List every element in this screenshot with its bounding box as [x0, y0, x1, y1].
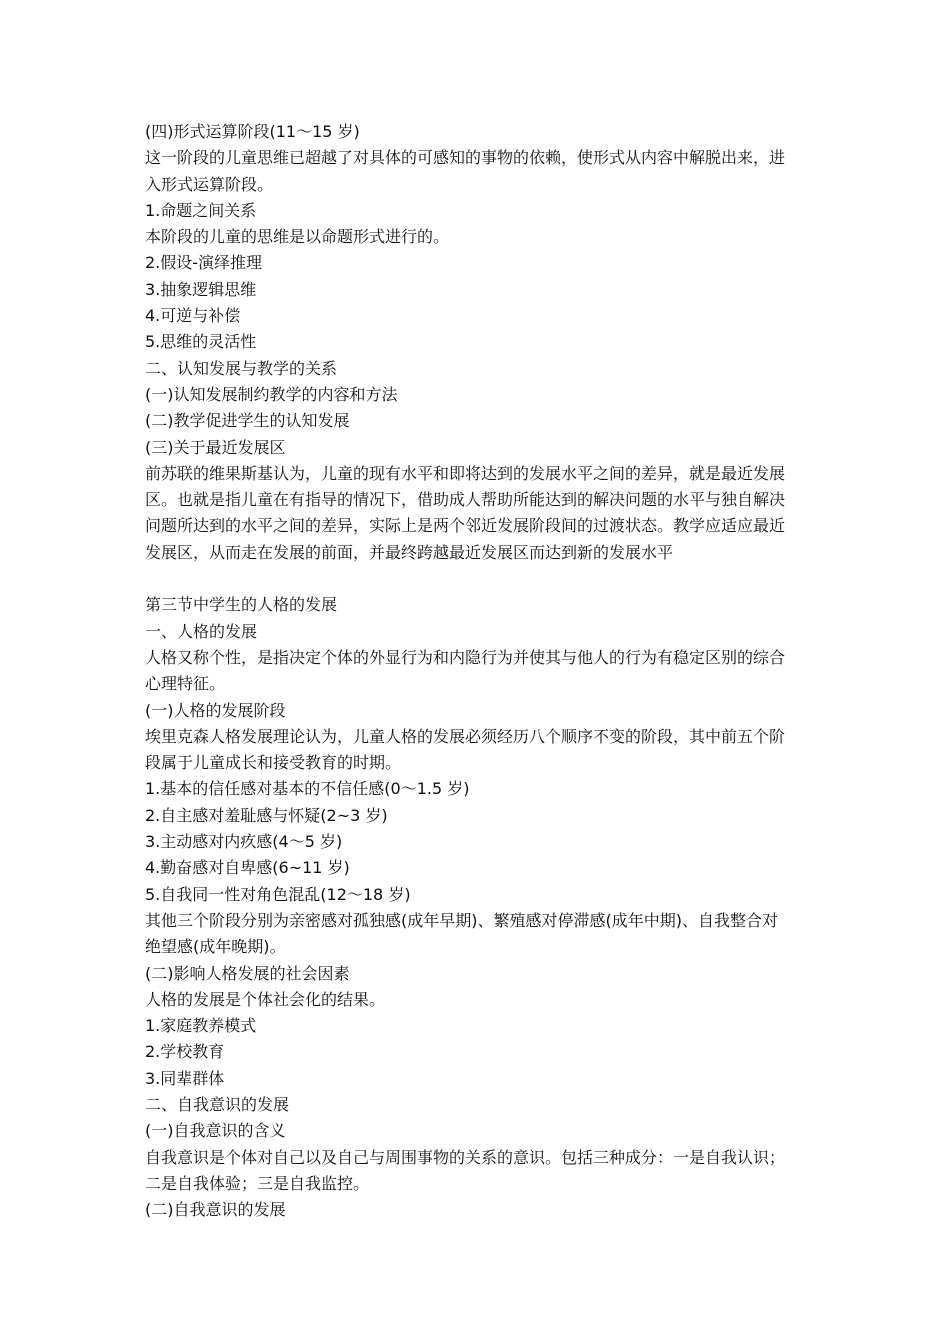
subsection-heading: (三)关于最近发展区: [145, 437, 286, 457]
list-item: 2.假设-演绎推理: [145, 253, 263, 273]
list-item: 4.勤奋感对自卑感(6~11 岁): [145, 858, 350, 878]
list-item: 1.家庭教养模式: [145, 1016, 257, 1036]
section-heading: 二、自我意识的发展: [145, 1094, 290, 1114]
paragraph-line: 段属于儿童成长和接受教育的时期。: [145, 753, 402, 773]
document-body: [145, 119, 811, 1223]
list-item: 2.学校教育: [145, 1042, 225, 1062]
paragraph-line: 自我意识是个体对自己以及自己与周围事物的关系的意识。包括三种成分：一是自我认识；: [145, 1147, 786, 1167]
subsection-heading: (一)认知发展制约教学的内容和方法: [145, 384, 398, 404]
list-item: 3.主动感对内疚感(4～5 岁): [145, 832, 343, 852]
chapter-section-heading: 第三节中学生的人格的发展: [145, 595, 338, 615]
paragraph-line: 人格的发展是个体社会化的结果。: [145, 989, 386, 1009]
paragraph-line: 绝望感(成年晚期)。: [145, 937, 286, 957]
paragraph-line: 埃里克森人格发展理论认为，儿童人格的发展必须经历八个顺序不变的阶段，其中前五个阶: [145, 726, 786, 746]
list-item: 2.自主感对羞耻感与怀疑(2~3 岁): [145, 805, 388, 825]
paragraph-line: 人格又称个性，是指决定个体的外显行为和内隐行为并使其与他人的行为有稳定区别的综合: [145, 647, 786, 667]
paragraph-line: 入形式运算阶段。: [145, 174, 274, 194]
paragraph-line: 这一阶段的儿童思维已超越了对具体的可感知的事物的依赖，使形式从内容中解脱出来，进: [145, 148, 786, 168]
list-item: 5.思维的灵活性: [145, 332, 257, 352]
paragraph-line: 发展区，从而走在发展的前面，并最终跨越最近发展区而达到新的发展水平: [145, 542, 674, 562]
subsection-heading: (二)教学促进学生的认知发展: [145, 411, 350, 431]
subsection-heading: (二)自我意识的发展: [145, 1200, 286, 1220]
blank-line: [145, 566, 811, 592]
list-item: 3.抽象逻辑思维: [145, 279, 257, 299]
paragraph-line: 问题所达到的水平之间的差异，实际上是两个邻近发展阶段间的过渡状态。教学应适应最近: [145, 516, 786, 536]
list-item: 1.命题之间关系: [145, 200, 257, 220]
section-heading: 二、认知发展与教学的关系: [145, 358, 338, 378]
paragraph-line: 二是自我体验；三是自我监控。: [145, 1173, 370, 1193]
list-item: 1.基本的信任感对基本的不信任感(0～1.5 岁): [145, 779, 470, 799]
heading-formal-operational-stage: (四)形式运算阶段(11～15 岁): [145, 122, 360, 141]
paragraph-line: 心理特征。: [145, 674, 226, 694]
paragraph-line: 前苏联的维果斯基认为，儿童的现有水平和即将达到的发展水平之间的差异，就是最近发展: [145, 463, 786, 483]
paragraph-line: 区。也就是指儿童在有指导的情况下，借助成人帮助所能达到的解决问题的水平与独自解决: [145, 490, 786, 510]
paragraph-line: 其他三个阶段分别为亲密感对孤独感(成年早期)、繁殖感对停滞感(成年中期)、自我整合对: [145, 910, 778, 930]
subsection-heading: (一)人格的发展阶段: [145, 700, 286, 720]
paragraph-line: 本阶段的儿童的思维是以命题形式进行的。: [145, 227, 450, 247]
subsection-heading: (二)影响人格发展的社会因素: [145, 963, 350, 983]
section-heading: 一、人格的发展: [145, 621, 258, 641]
list-item: 4.可逆与补偿: [145, 306, 241, 326]
list-item: 3.同辈群体: [145, 1068, 225, 1088]
subsection-heading: (一)自我意识的含义: [145, 1121, 286, 1141]
list-item: 5.自我同一性对角色混乱(12～18 岁): [145, 884, 411, 904]
